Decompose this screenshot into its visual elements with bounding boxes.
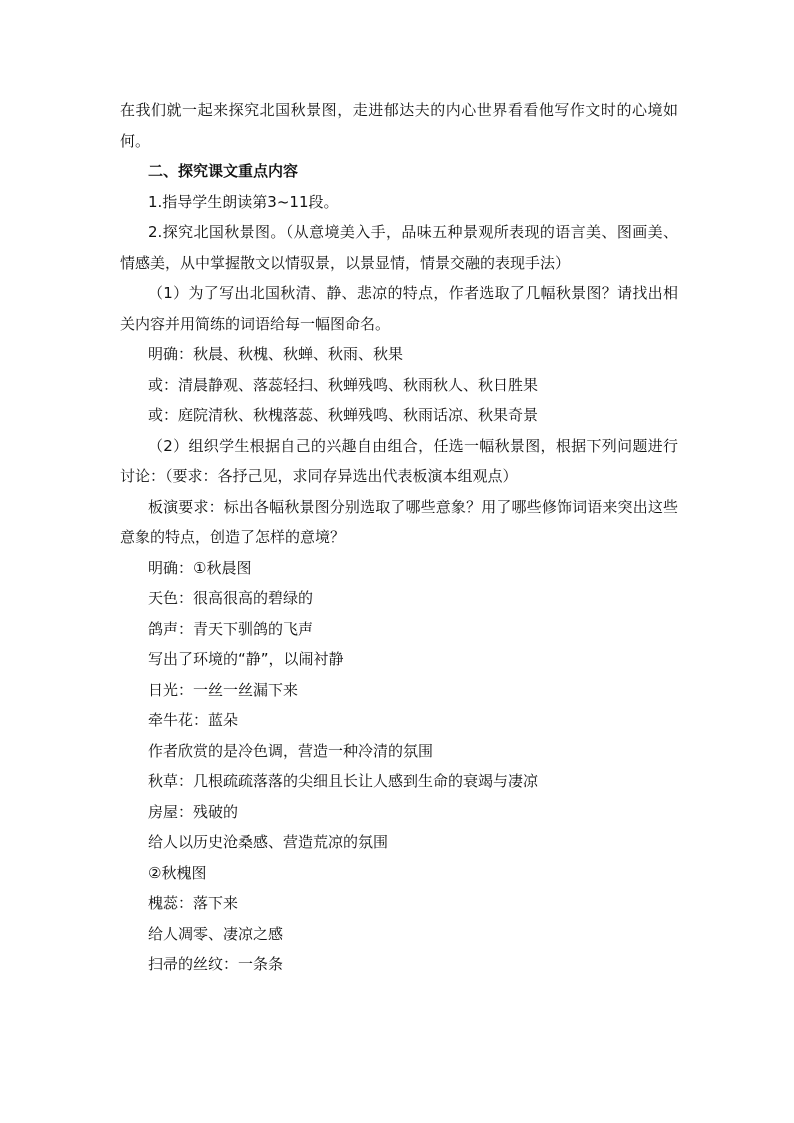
- paragraph-alt-answer-2: 或：庭院清秋、秋槐落蕊、秋蝉残鸣、秋雨话凉、秋果奇景: [148, 406, 539, 424]
- paragraph-step-2: 2.探究北国秋景图。（从意境美入手，品味五种景观所表现的语言美、图画美、情感美，从中掌握散文以情驭景，以景显情，情景交融的表现手法）: [120, 223, 678, 272]
- document-body: [120, 95, 678, 980]
- list-item: 日光：一丝一丝漏下来: [148, 680, 299, 699]
- paragraph-intro: 在我们就一起来探究北国秋景图，走进郁达夫的内心世界看看他写作文时的心境如何。: [120, 101, 678, 150]
- paragraph-question-2: （2）组织学生根据自己的兴趣自由组合，任选一幅秋景图，根据下列问题进行讨论：（要求：各抒己见，求同存异选出代表板演本组观点）: [120, 436, 678, 485]
- list-item: 给人以历史沧桑感、营造荒凉的氛围: [148, 833, 389, 851]
- paragraph-alt-answer-1: 或：清晨静观、落蕊轻扫、秋蝉残鸣、秋雨秋人、秋日胜果: [148, 375, 539, 394]
- paragraph-autumn-locust: ②秋槐图: [148, 863, 207, 882]
- list-item: 给人凋零、凄凉之感: [148, 924, 284, 943]
- list-item: 秋草：几根疏疏落落的尖细且长让人感到生命的衰竭与凄凉: [148, 772, 539, 790]
- paragraph-autumn-morning: 明确：①秋晨图: [148, 558, 252, 577]
- list-item: 槐蕊：落下来: [148, 894, 239, 912]
- list-item: 牵牛花：蓝朵: [148, 711, 239, 729]
- paragraph-step-1: 1.指导学生朗读第3~11段。: [148, 192, 339, 211]
- paragraph-board-requirement: 板演要求：标出各幅秋景图分别选取了哪些意象？用了哪些修饰词语来突出这些意象的特点，创造了怎样的意境？: [120, 497, 678, 546]
- list-item: 写出了环境的“静”，以闹衬静: [148, 650, 344, 668]
- paragraph-question-1: （1）为了写出北国秋清、静、悲凉的特点，作者选取了几幅秋景图？请找出相关内容并用简练的词语给每一幅图命名。: [120, 284, 678, 333]
- list-item: 鸽声：青天下驯鸽的飞声: [148, 619, 314, 638]
- list-item: 作者欣赏的是冷色调，营造一种冷清的氛围: [148, 741, 434, 760]
- section-heading: 二、探究课文重点内容: [148, 162, 299, 180]
- list-item: 扫帚的丝纹：一条条: [148, 955, 284, 973]
- list-item: 天色：很高很高的碧绿的: [148, 589, 314, 607]
- paragraph-answer: 明确：秋晨、秋槐、秋蝉、秋雨、秋果: [148, 345, 404, 363]
- list-item: 房屋：残破的: [148, 802, 239, 821]
